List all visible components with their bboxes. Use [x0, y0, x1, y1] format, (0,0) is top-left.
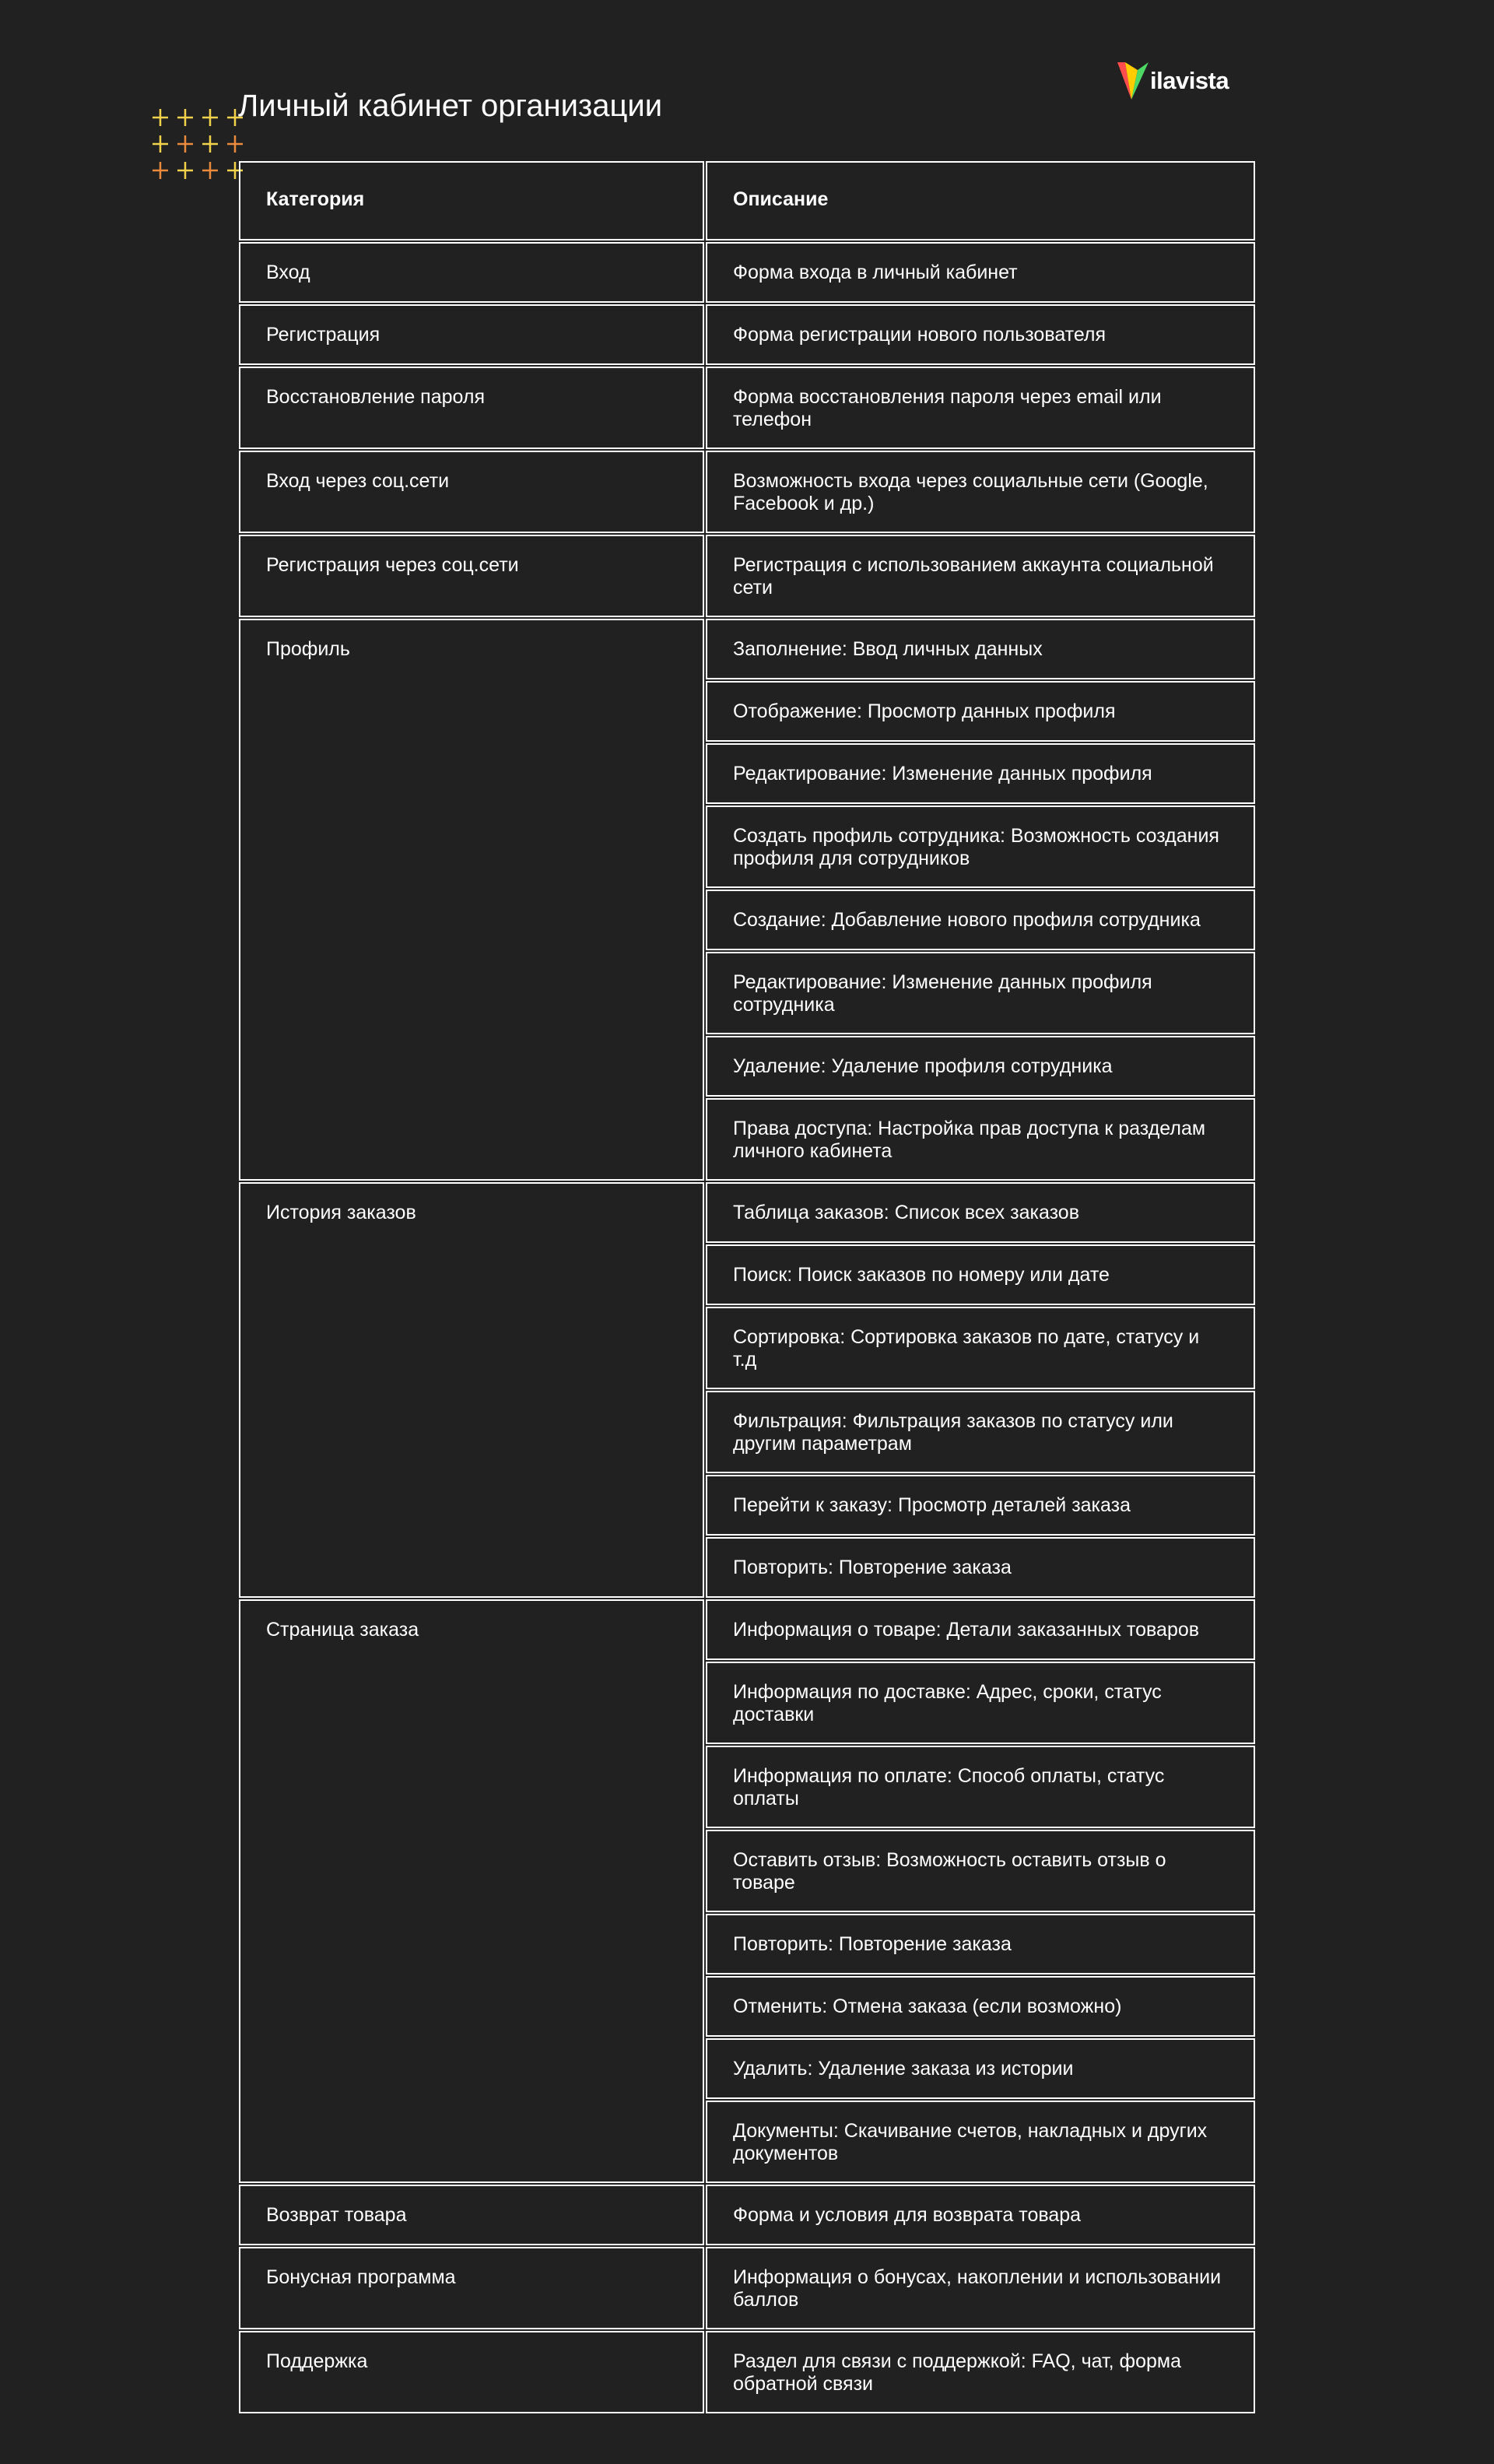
description-cell: Форма восстановления пароля через email или телефон	[705, 366, 1256, 450]
description-cell: Информация о товаре: Детали заказанных товаров	[705, 1599, 1256, 1661]
description-cell: Форма входа в личный кабинет	[705, 241, 1256, 304]
description-cell: Повторить: Повторение заказа	[705, 1913, 1256, 1975]
description-cell: Отображение: Просмотр данных профиля	[705, 680, 1256, 742]
description-cell: Создание: Добавление нового профиля сотрудника	[705, 889, 1256, 951]
table-row	[238, 2330, 1256, 2414]
header-category: Категория	[238, 160, 705, 241]
category-cell: Поддержка	[238, 2330, 705, 2414]
table-body	[238, 241, 1256, 2414]
description-cell: Раздел для связи с поддержкой: FAQ, чат, форма обратной связи	[705, 2330, 1256, 2414]
description-cell: Редактирование: Изменение данных профиля сотрудника	[705, 951, 1256, 1035]
logo-text: ilavista	[1150, 67, 1229, 94]
description-cell: Регистрация с использованием аккаунта социальной сети	[705, 534, 1256, 618]
header-description: Описание	[705, 160, 1256, 241]
category-cell: Вход	[238, 241, 705, 304]
table-row	[238, 450, 1256, 534]
description-cell: Сортировка: Сортировка заказов по дате, статусу и т.д	[705, 1306, 1256, 1390]
category-cell: Регистрация через соц.сети	[238, 534, 705, 618]
table-row	[238, 304, 1256, 366]
description-cell: Форма и условия для возврата товара	[705, 2184, 1256, 2246]
table-row	[238, 1181, 1256, 1244]
category-cell: Возврат товара	[238, 2184, 705, 2246]
description-cell: Права доступа: Настройка прав доступа к разделам личного кабинета	[705, 1097, 1256, 1181]
description-cell: Редактирование: Изменение данных профиля	[705, 742, 1256, 805]
page-title: Личный кабинет организации	[238, 89, 663, 123]
features-table	[238, 160, 1256, 2414]
plus-pattern-icon	[153, 109, 244, 185]
description-cell: Информация по оплате: Способ оплаты, статус оплаты	[705, 1745, 1256, 1829]
vilavista-logo-icon	[1116, 59, 1150, 103]
table-header-row	[238, 160, 1256, 241]
description-cell: Таблица заказов: Список всех заказов	[705, 1181, 1256, 1244]
description-cell: Документы: Скачивание счетов, накладных и других документов	[705, 2100, 1256, 2184]
category-cell: Восстановление пароля	[238, 366, 705, 450]
table-row	[238, 366, 1256, 450]
description-cell: Фильтрация: Фильтрация заказов по статусу или другим параметрам	[705, 1390, 1256, 1474]
description-cell: Возможность входа через социальные сети (Google, Facebook и др.)	[705, 450, 1256, 534]
category-cell: История заказов	[238, 1181, 705, 1599]
table-row	[238, 534, 1256, 618]
description-cell: Удаление: Удаление профиля сотрудника	[705, 1035, 1256, 1097]
table-row	[238, 2184, 1256, 2246]
description-cell: Перейти к заказу: Просмотр деталей заказа	[705, 1474, 1256, 1536]
description-cell: Информация по доставке: Адрес, сроки, статус доставки	[705, 1661, 1256, 1745]
description-cell: Отменить: Отмена заказа (если возможно)	[705, 1975, 1256, 2038]
description-cell: Удалить: Удаление заказа из истории	[705, 2038, 1256, 2100]
description-cell: Поиск: Поиск заказов по номеру или дате	[705, 1244, 1256, 1306]
table-row	[238, 241, 1256, 304]
category-cell: Вход через соц.сети	[238, 450, 705, 534]
description-cell: Информация о бонусах, накоплении и использовании баллов	[705, 2246, 1256, 2330]
table-row	[238, 1599, 1256, 1661]
category-cell: Страница заказа	[238, 1599, 705, 2184]
description-cell: Заполнение: Ввод личных данных	[705, 618, 1256, 680]
table-row	[238, 618, 1256, 680]
description-cell: Оставить отзыв: Возможность оставить отзыв о товаре	[705, 1829, 1256, 1913]
description-cell: Создать профиль сотрудника: Возможность создания профиля для сотрудников	[705, 805, 1256, 889]
table-row	[238, 2246, 1256, 2330]
description-cell: Повторить: Повторение заказа	[705, 1536, 1256, 1599]
category-cell: Профиль	[238, 618, 705, 1181]
logo	[1116, 59, 1240, 106]
category-cell: Регистрация	[238, 304, 705, 366]
category-cell: Бонусная программа	[238, 2246, 705, 2330]
description-cell: Форма регистрации нового пользователя	[705, 304, 1256, 366]
